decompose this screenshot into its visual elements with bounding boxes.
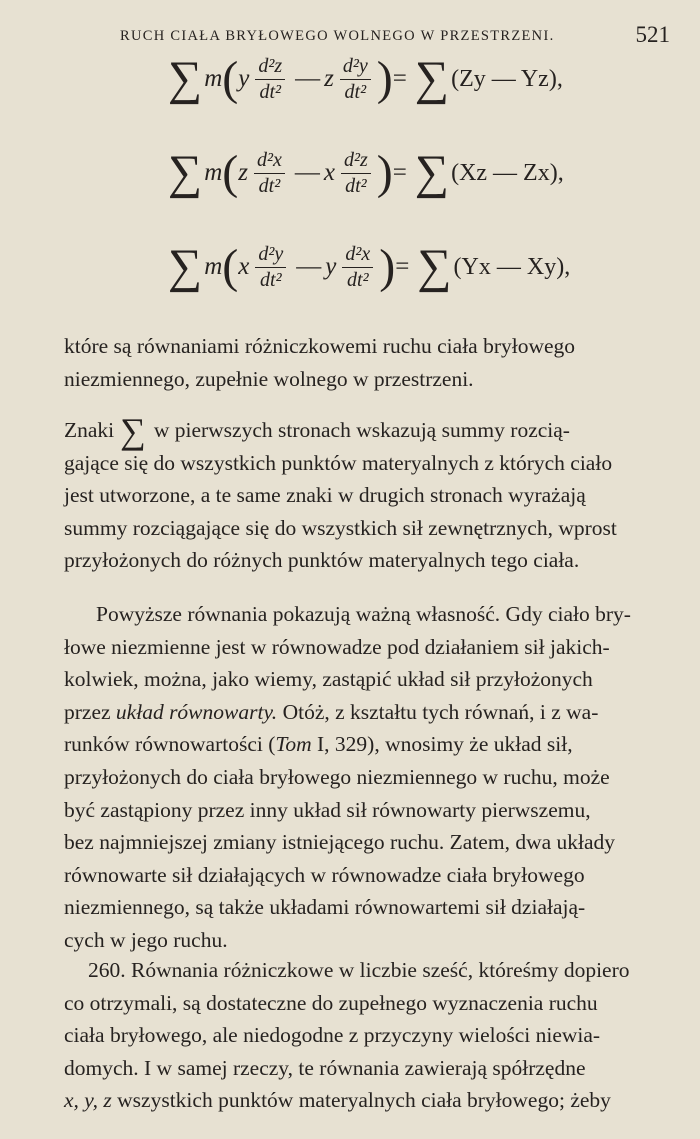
text-line: [64, 1084, 670, 1117]
fraction-a: [255, 55, 285, 104]
page-header: [0, 22, 700, 52]
fraction-numerator: d²y: [255, 243, 286, 268]
fraction-denominator: dt²: [344, 80, 367, 103]
text-line: [64, 696, 670, 729]
sum-symbol: ∑: [417, 240, 452, 293]
text-span: przez: [64, 699, 111, 724]
paragraph-2: [64, 411, 670, 577]
fraction-b: [340, 55, 371, 104]
italic-term: Tom: [275, 732, 312, 757]
text-span: wszystkich punktów materyalnych ciała bryłowego; żeby: [117, 1088, 611, 1113]
italic-term: układ równowarty.: [115, 699, 278, 724]
equation-rhs: (Zy — Yz),: [451, 65, 563, 92]
equals-sign: =: [392, 159, 407, 186]
text-line: gające się do wszystkich punktów materyalnych z których ciało: [64, 450, 613, 475]
coefficient-a: y: [238, 65, 250, 92]
coefficient-b: x: [323, 159, 335, 186]
text-line: łowe niezmienne jest w równowadze pod działaniem sił jakich-: [64, 634, 610, 659]
fraction-numerator: d²x: [342, 243, 373, 268]
sum-symbol: ∑: [120, 411, 146, 451]
sum-symbol: ∑: [168, 52, 203, 105]
text-line: bez najmniejszej zmiany istniejącego ruchu. Zatem, dwa układy: [64, 830, 616, 855]
text-line: ciała bryłowego, ale niedogodne z przyczyny wielości niewia-: [64, 1023, 601, 1048]
fraction-denominator: dt²: [260, 268, 282, 291]
text-span: runków równowartości (: [64, 732, 276, 757]
sum-symbol: ∑: [414, 52, 450, 105]
text-line: [64, 728, 670, 761]
equation-rhs: (Yx — Xy),: [453, 253, 571, 280]
mass-symbol: m: [204, 65, 223, 92]
mass-symbol: m: [204, 159, 223, 186]
running-title: RUCH CIAŁA BRYŁOWEGO WOLNEGO W PRZESTRZENI.: [120, 28, 555, 44]
coefficient-b: z: [324, 65, 334, 92]
italic-term: x, y, z: [64, 1088, 112, 1113]
fraction-a: [255, 243, 286, 292]
equals-sign: =: [392, 65, 407, 92]
text-line: co otrzymali, są dostateczne do zupełnego wyznaczenia ruchu: [64, 990, 598, 1015]
text-line: przyłożonych do ciała bryłowego niezmiennego w ruchu, może: [64, 764, 610, 789]
equals-sign: =: [395, 253, 410, 280]
paragraph-4: [64, 954, 670, 1117]
close-paren: ): [379, 240, 396, 293]
sum-symbol: ∑: [414, 146, 450, 199]
fraction-denominator: dt²: [347, 268, 369, 291]
text-span: w pierwszych stronach wskazują summy rozcią-: [153, 418, 570, 442]
fraction-b: [342, 243, 373, 292]
equation-3: [168, 240, 570, 294]
text-line: być zastąpiony przez inny układ sił równowarty pierwszemu,: [64, 797, 591, 822]
minus-sign: —: [294, 159, 320, 186]
text-line: Powyższe równania pokazują ważną własność. Gdy ciało bry-: [96, 602, 631, 626]
text-line: równowarte sił działających w równowadze ciała bryłowego: [64, 862, 585, 887]
close-paren: ): [376, 146, 393, 199]
fraction-numerator: d²z: [341, 149, 371, 174]
text-span: Otóż, z kształtu tych równań, i z wa-: [282, 699, 599, 724]
open-paren: (: [222, 146, 239, 199]
coefficient-a: z: [238, 159, 248, 186]
fraction-a: [254, 149, 285, 198]
coefficient-b: y: [325, 253, 337, 280]
open-paren: (: [222, 52, 239, 105]
text-line: 260. Równania różniczkowe w liczbie sześć, któreśmy dopiero: [88, 958, 630, 982]
text-line: przyłożonych do różnych punktów materyalnych tego ciała.: [64, 548, 580, 573]
text-line: które są równaniami różniczkowemi ruchu ciała bryłowego: [64, 334, 576, 358]
text-line: summy rozciągające się do wszystkich sił zewnętrznych, wprost: [64, 515, 617, 540]
fraction-numerator: d²z: [255, 55, 285, 80]
text-line: domych. I w samej rzeczy, te równania zawierają spółrzędne: [64, 1055, 586, 1080]
sum-symbol: ∑: [168, 146, 203, 199]
fraction-denominator: dt²: [345, 174, 367, 197]
close-paren: ): [376, 52, 393, 105]
text-line: jest utworzone, a te same znaki w drugich stronach wyrażają: [64, 483, 586, 508]
mass-symbol: m: [204, 253, 223, 280]
paragraph-1: [64, 330, 670, 395]
text-span: I, 329), wnosimy że układ sił,: [317, 732, 573, 757]
text-line: niezmiennego, są także układami równowartemi sił działają-: [64, 895, 586, 920]
paragraph-3: [64, 598, 670, 957]
text-line: niezmiennego, zupełnie wolnego w przestrzeni.: [64, 366, 474, 391]
fraction-b: [341, 149, 371, 198]
coefficient-a: x: [238, 253, 250, 280]
equation-2: [168, 146, 564, 200]
minus-sign: —: [295, 65, 321, 92]
page-number: 521: [635, 22, 670, 47]
fraction-denominator: dt²: [258, 174, 281, 197]
text-span: Znaki: [64, 418, 115, 442]
equation-1: [168, 52, 563, 106]
fraction-denominator: dt²: [259, 80, 282, 103]
minus-sign: —: [296, 253, 322, 280]
text-line: kolwiek, można, jako wiemy, zastąpić układ sił przyłożonych: [64, 667, 593, 692]
text-line: [64, 411, 670, 451]
sum-symbol: ∑: [168, 240, 203, 293]
open-paren: (: [222, 240, 239, 293]
fraction-numerator: d²y: [340, 55, 371, 80]
fraction-numerator: d²x: [254, 149, 285, 174]
text-line: cych w jego ruchu.: [64, 927, 228, 952]
equation-rhs: (Xz — Zx),: [451, 159, 564, 186]
